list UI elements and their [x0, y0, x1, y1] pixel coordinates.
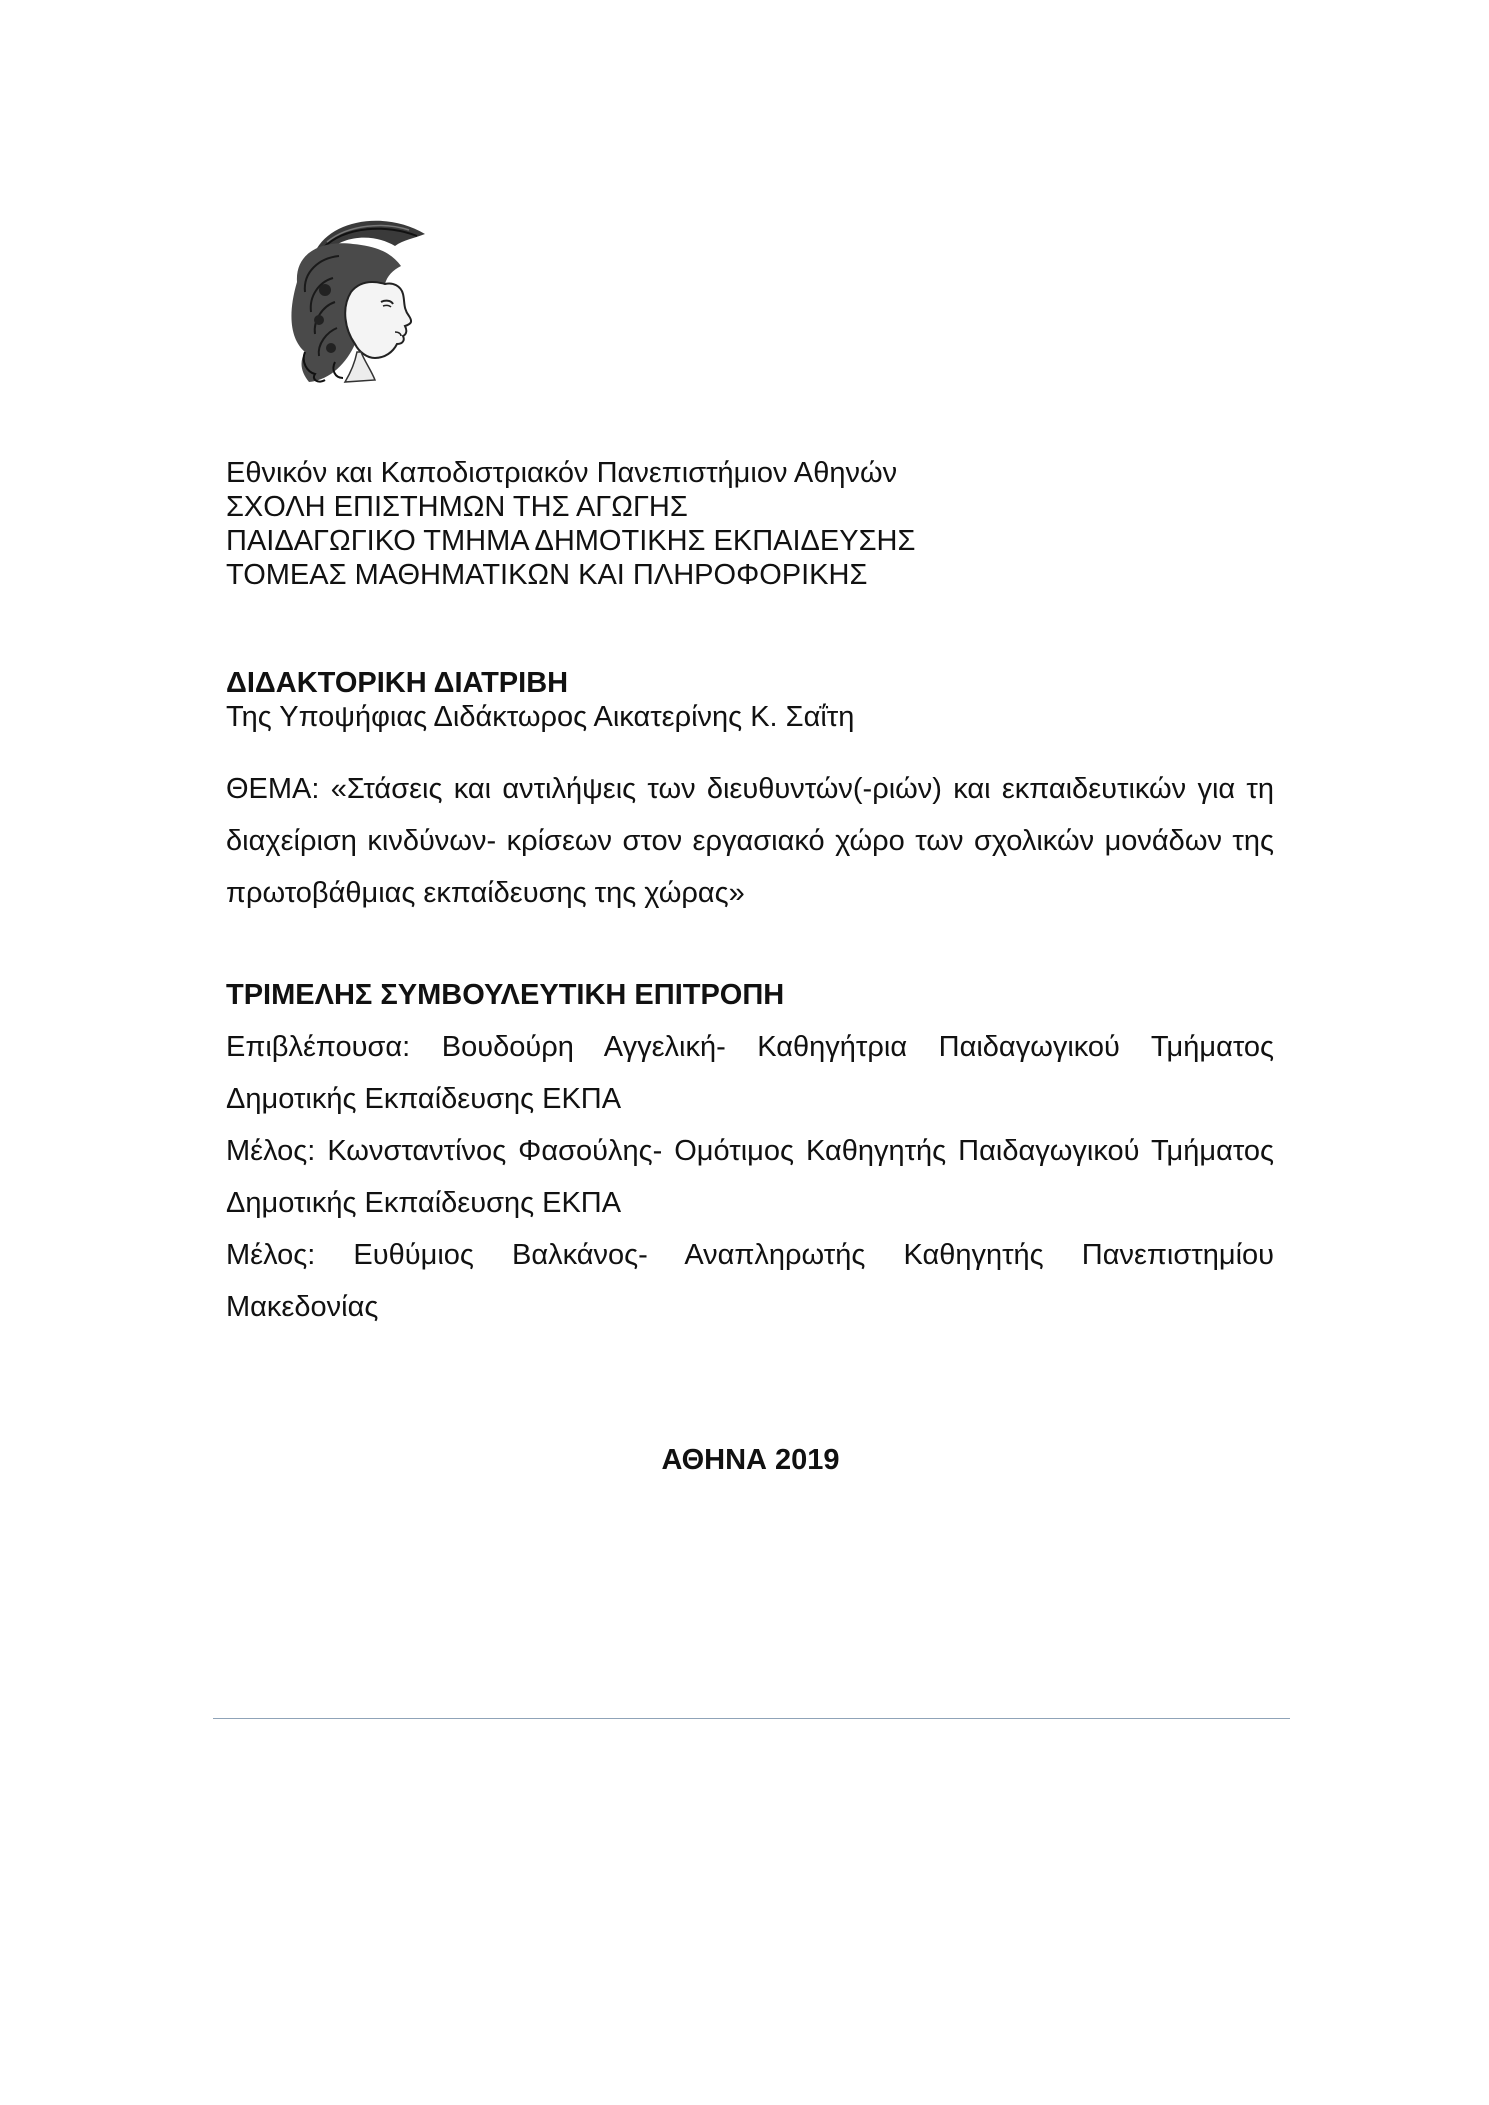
department-name: ΠΑΙΔΑΓΩΓΙΚΟ ΤΜΗΜΑ ΔΗΜΟΤΙΚΗΣ ΕΚΠΑΙΔΕΥΣΗΣ [226, 525, 916, 557]
committee-members [226, 1021, 1274, 1333]
thesis-heading: ΔΙΔΑΚΤΟΡΙΚΗ ΔΙΑΤΡΙΒΗ [226, 667, 569, 699]
school-name: ΣΧΟΛΗ ΕΠΙΣΤΗΜΩΝ ΤΗΣ ΑΓΩΓΗΣ [226, 491, 688, 523]
candidate-line: Της Υποψήφιας Διδάκτωρος Αικατερίνης Κ. Σαΐτη [226, 701, 855, 733]
city-year: ΑΘΗΝΑ 2019 [661, 1444, 840, 1476]
committee-heading: ΤΡΙΜΕΛΗΣ ΣΥΜΒΟΥΛΕΥΤΙΚΗ ΕΠΙΤΡΟΠΗ [226, 979, 785, 1011]
athena-head-logo-icon [275, 212, 450, 387]
committee-member-supervisor: Επιβλέπουσα: Βουδούρη Αγγελική- Καθηγήτρια Παιδαγωγικού Τμήματος Δημοτικής Εκπαίδευσης ΕΚΠΑ [226, 1031, 1274, 1115]
committee-member-third: Μέλος: Ευθύμιος Βαλκάνος- Αναπληρωτής Καθηγητής Πανεπιστημίου Μακεδονίας [226, 1239, 1274, 1323]
footer-divider [213, 1718, 1290, 1719]
thesis-topic: ΘΕΜΑ: «Στάσεις και αντιλήψεις των διευθυντών(-ριών) και εκπαιδευτικών για τη διαχείριση κινδύνων- κρίσεων στον εργασιακό χώρο των σχολικών μονάδων της πρωτοβάθμιας εκπαίδευσης της χώρας» [226, 773, 1274, 909]
institution-block [226, 456, 1274, 592]
committee-member-second: Μέλος: Κωνσταντίνος Φασούλης- Ομότιμος Καθηγητής Παιδαγωγικού Τμήματος Δημοτικής Εκπαίδευσης ΕΚΠΑ [226, 1135, 1274, 1219]
university-name: Εθνικόν και Καποδιστριακόν Πανεπιστήμιον Αθηνών [226, 457, 898, 489]
sector-name: ΤΟΜΕΑΣ ΜΑΘΗΜΑΤΙΚΩΝ ΚΑΙ ΠΛΗΡΟΦΟΡΙΚΗΣ [226, 559, 868, 591]
